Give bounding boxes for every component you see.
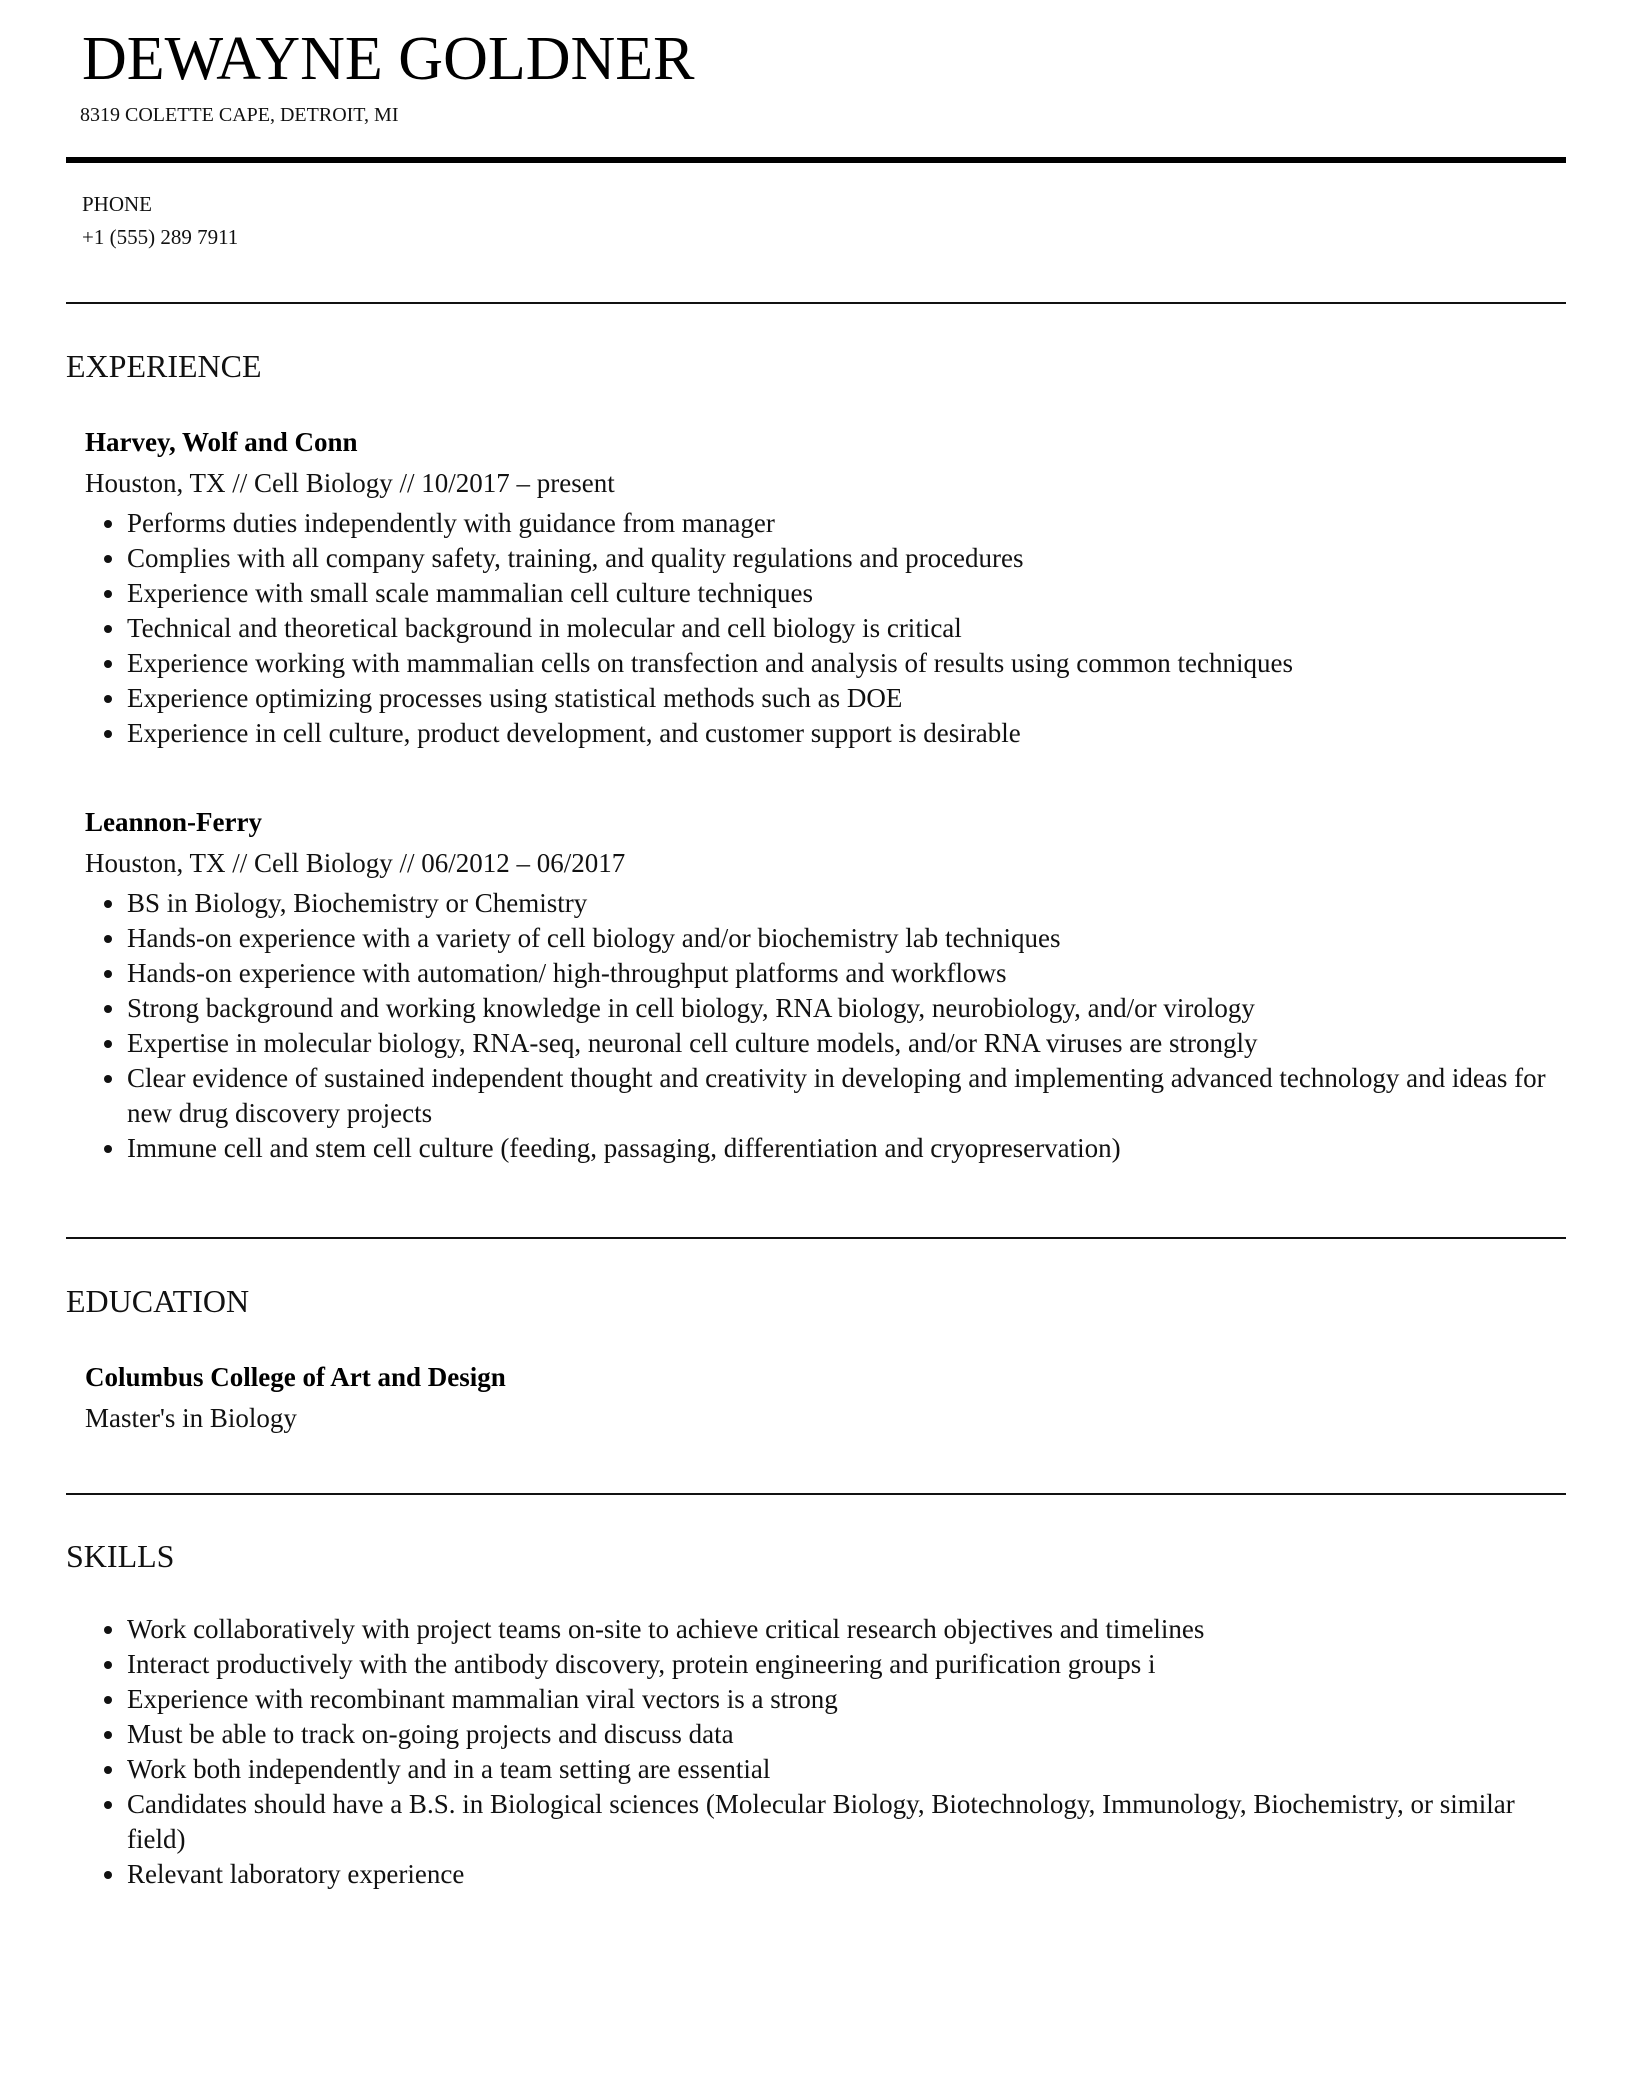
list-item: • Experience working with mammalian cells on transfection and analysis of results using common techniques [127, 646, 1565, 681]
education-heading: EDUCATION [66, 1283, 250, 1319]
phone-value: +1 (555) 289 7911 [82, 225, 239, 249]
degree: Master's in Biology [85, 1403, 297, 1433]
job-meta: Houston, TX // Cell Biology // 06/2012 – 06/2017 [85, 848, 626, 878]
experience-heading: EXPERIENCE [66, 348, 262, 384]
skills-list-container [85, 1610, 1565, 1892]
skills-list [85, 1612, 1565, 1892]
list-item: • Clear evidence of sustained independent thought and creativity in developing and implementing advanced technology and ideas for new drug discovery projects [127, 1061, 1565, 1131]
list-item: • Hands-on experience with automation/ high-throughput platforms and workflows [127, 956, 1565, 991]
company-name: Harvey, Wolf and Conn [85, 427, 358, 457]
candidate-name: DEWAYNE GOLDNER [82, 25, 695, 93]
list-item: • Hands-on experience with a variety of cell biology and/or biochemistry lab techniques [127, 921, 1565, 956]
skills-heading: SKILLS [66, 1538, 175, 1574]
list-item: • Experience in cell culture, product development, and customer support is desirable [127, 716, 1565, 751]
list-item: • BS in Biology, Biochemistry or Chemistry [127, 886, 1565, 921]
education-entry [85, 1357, 1565, 1439]
job-bullets [85, 506, 1565, 751]
list-item: • Work collaboratively with project teams on-site to achieve critical research objectives and timelines [127, 1612, 1565, 1647]
list-item: • Experience with recombinant mammalian viral vectors is a strong [127, 1682, 1565, 1717]
list-item: • Relevant laboratory experience [127, 1857, 1565, 1892]
header-divider [66, 157, 1566, 163]
job-bullets [85, 886, 1565, 1166]
list-item: • Experience optimizing processes using statistical methods such as DOE [127, 681, 1565, 716]
candidate-address: 8319 COLETTE CAPE, DETROIT, MI [80, 104, 399, 126]
experience-entry [85, 422, 1565, 751]
list-item: • Must be able to track on-going projects and discuss data [127, 1717, 1565, 1752]
list-item: • Technical and theoretical background in molecular and cell biology is critical [127, 611, 1565, 646]
list-item: • Candidates should have a B.S. in Biological sciences (Molecular Biology, Biotechnology, Immunology, Biochemistry, or similar field) [127, 1787, 1565, 1857]
list-item: • Immune cell and stem cell culture (feeding, passaging, differentiation and cryopreservation) [127, 1131, 1565, 1166]
section-divider [66, 1493, 1566, 1495]
experience-entry [85, 802, 1565, 1166]
section-divider [66, 1237, 1566, 1239]
list-item: • Work both independently and in a team setting are essential [127, 1752, 1565, 1787]
company-name: Leannon-Ferry [85, 807, 262, 837]
section-divider [66, 302, 1566, 304]
list-item: • Expertise in molecular biology, RNA-seq, neuronal cell culture models, and/or RNA viruses are strongly [127, 1026, 1565, 1061]
list-item: • Performs duties independently with guidance from manager [127, 506, 1565, 541]
list-item: • Complies with all company safety, training, and quality regulations and procedures [127, 541, 1565, 576]
job-meta: Houston, TX // Cell Biology // 10/2017 – present [85, 468, 615, 498]
school-name: Columbus College of Art and Design [85, 1362, 506, 1392]
list-item: • Experience with small scale mammalian cell culture techniques [127, 576, 1565, 611]
phone-label: PHONE [82, 192, 153, 216]
list-item: • Strong background and working knowledge in cell biology, RNA biology, neurobiology, and/or virology [127, 991, 1565, 1026]
list-item: • Interact productively with the antibody discovery, protein engineering and purification groups i [127, 1647, 1565, 1682]
